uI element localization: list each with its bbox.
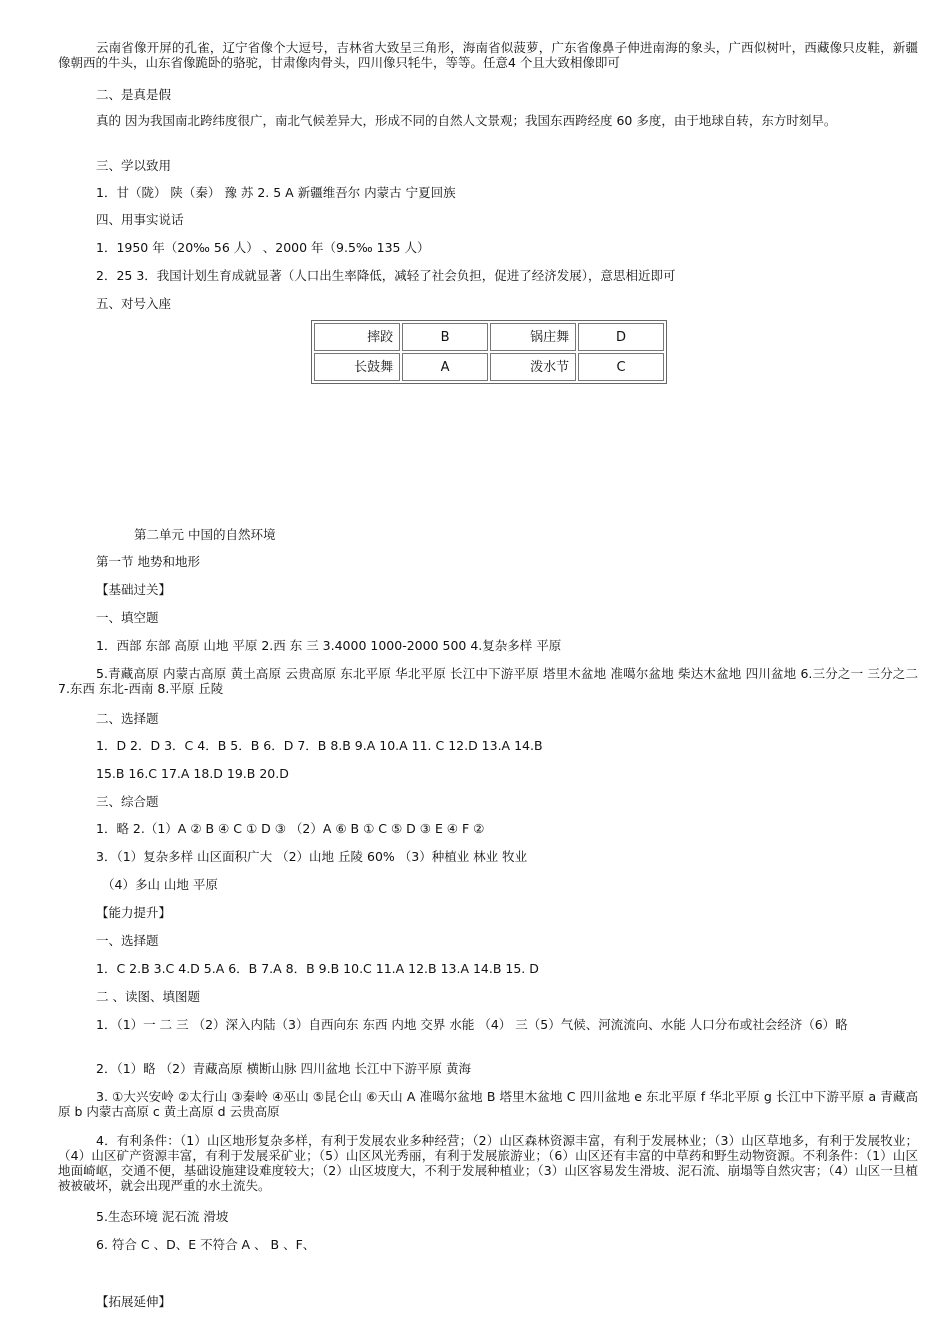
map-answer-1: 1．（1）一 二 三 （2）深入内陆（3）自西向东 东西 内地 交界 水能 （4） 三（5）气候、河流流向、水能 人口分布或社会经济（6）略 [96,1017,848,1032]
table-row [314,323,664,351]
unit-title: 第二单元 中国的自然环境 [134,527,276,542]
comprehensive-line-2: 3．（1）复杂多样 山区面积广大 （2）山地 丘陵 60% （3）种植业 林业 牧业 [96,849,528,864]
section-heading-apply: 三、学以致用 [96,158,172,173]
table-cell: 泼水节 [490,353,576,381]
section-title: 第一节 地势和地形 [96,554,200,569]
matching-table [311,320,667,384]
fill-heading: 一、填空题 [96,610,159,625]
table-cell: D [578,323,664,351]
facts-answer-line-2: 2．25 3．我国计划生育成就显著（人口出生率降低，减轻了社会负担，促进了经济发展），意思相近即可 [96,268,676,283]
comprehensive-line-3: （4）多山 山地 平原 [102,877,218,892]
choice-heading: 二、选择题 [96,711,159,726]
map-answer-2: 2．（1）略 （2）青藏高原 横断山脉 四川盆地 长江中下游平原 黄海 [96,1061,471,1076]
choice-answer-line-1: 1．D 2．D 3．C 4．B 5．B 6．D 7．B 8.B 9.A 10.A 11. C 12.D 13.A 14.B [96,738,543,753]
advance-heading: 【能力提升】 [96,905,172,920]
comprehensive-line-1: 1．略 2.（1）A ② B ④ C ① D ③ （2）A ⑥ B ① C ⑤ D ③ E ④ F ② [96,821,485,836]
intro-paragraph: 云南省像开屏的孔雀，辽宁省像个大逗号，吉林省大致呈三角形，海南省似菠萝，广东省像鼻子伸进南海的象头，广西似树叶，西藏像只皮鞋，新疆像朝西的牛头，山东省像跪卧的骆驼，甘肃像肉骨头，四川像只牦牛，等等。任意4 个且大致相像即可 [58,40,918,70]
table-cell: 摔跤 [314,323,400,351]
map-answer-6: 6. 符合 C 、D、E 不符合 A 、 B 、F、 [96,1237,316,1252]
comprehensive-heading: 三、综合题 [96,794,159,809]
table-cell: 锅庄舞 [490,323,576,351]
true-false-answer: 真的 因为我国南北跨纬度很广，南北气候差异大，形成不同的自然人文景观；我国东西跨经度 60 多度，由于地球自转，东方时刻早。 [96,113,837,128]
table-cell: C [578,353,664,381]
table-row [314,353,664,381]
basic-heading: 【基础过关】 [96,582,172,597]
map-answer-3: 3. ①大兴安岭 ②太行山 ③秦岭 ④巫山 ⑤昆仑山 ⑥天山 A 准噶尔盆地 B 塔里木盆地 C 四川盆地 e 东北平原 f 华北平原 g 长江中下游平原 a 青藏高原 b 内蒙古高原 c 黄土高原 d 云贵高原 [58,1089,918,1119]
table-cell: A [402,353,488,381]
advance-choice-line: 1．C 2.B 3.C 4.D 5.A 6．B 7.A 8．B 9.B 10.C 11.A 12.B 13.A 14.B 15. D [96,961,539,976]
map-heading: 二 、读图、填图题 [96,989,200,1004]
map-answer-4: 4．有利条件：（1）山区地形复杂多样，有利于发展农业多种经营；（2）山区森林资源丰富，有利于发展林业；（3）山区草地多，有利于发展牧业；（4）山区矿产资源丰富，有利于发展采矿业；（5）山区风光秀丽，有利于发展旅游业；（6）山区还有丰富的中草药和野生动物资源。不利条件：（1）山区地面崎岖，交通不便，基础设施建设难度较大；（2）山区坡度大，不利于发展种植业；（3）山区容易发生滑坡、泥石流、崩塌等自然灾害；（4）山区一旦植被被破坏，就会出现严重的水土流失。 [58,1133,918,1193]
section-heading-matching: 五、对号入座 [96,296,172,311]
fill-answer-line-1: 1．西部 东部 高原 山地 平原 2.西 东 三 3.4000 1000-2000 500 4.复杂多样 平原 [96,638,562,653]
table-cell: B [402,323,488,351]
fill-answer-line-2: 5.青藏高原 内蒙古高原 黄土高原 云贵高原 东北平原 华北平原 长江中下游平原 塔里木盆地 准噶尔盆地 柴达木盆地 四川盆地 6.三分之一 三分之二 7.东西 东北-西南 8.平原 丘陵 [58,666,918,696]
section-heading-true-false: 二、是真是假 [96,87,172,102]
table-cell: 长鼓舞 [314,353,400,381]
apply-answer-line: 1．甘（陇） 陕（秦） 豫 苏 2. 5 A 新疆维吾尔 内蒙古 宁夏回族 [96,185,456,200]
choice-answer-line-2: 15.B 16.C 17.A 18.D 19.B 20.D [96,766,289,781]
section-heading-facts: 四、用事实说话 [96,212,184,227]
advance-choice-heading: 一、选择题 [96,933,159,948]
map-answer-5: 5.生态环境 泥石流 滑坡 [96,1209,229,1224]
extend-heading: 【拓展延伸】 [96,1294,172,1309]
facts-answer-line-1: 1．1950 年（20‰ 56 人） 、2000 年（9.5‰ 135 人） [96,240,430,255]
